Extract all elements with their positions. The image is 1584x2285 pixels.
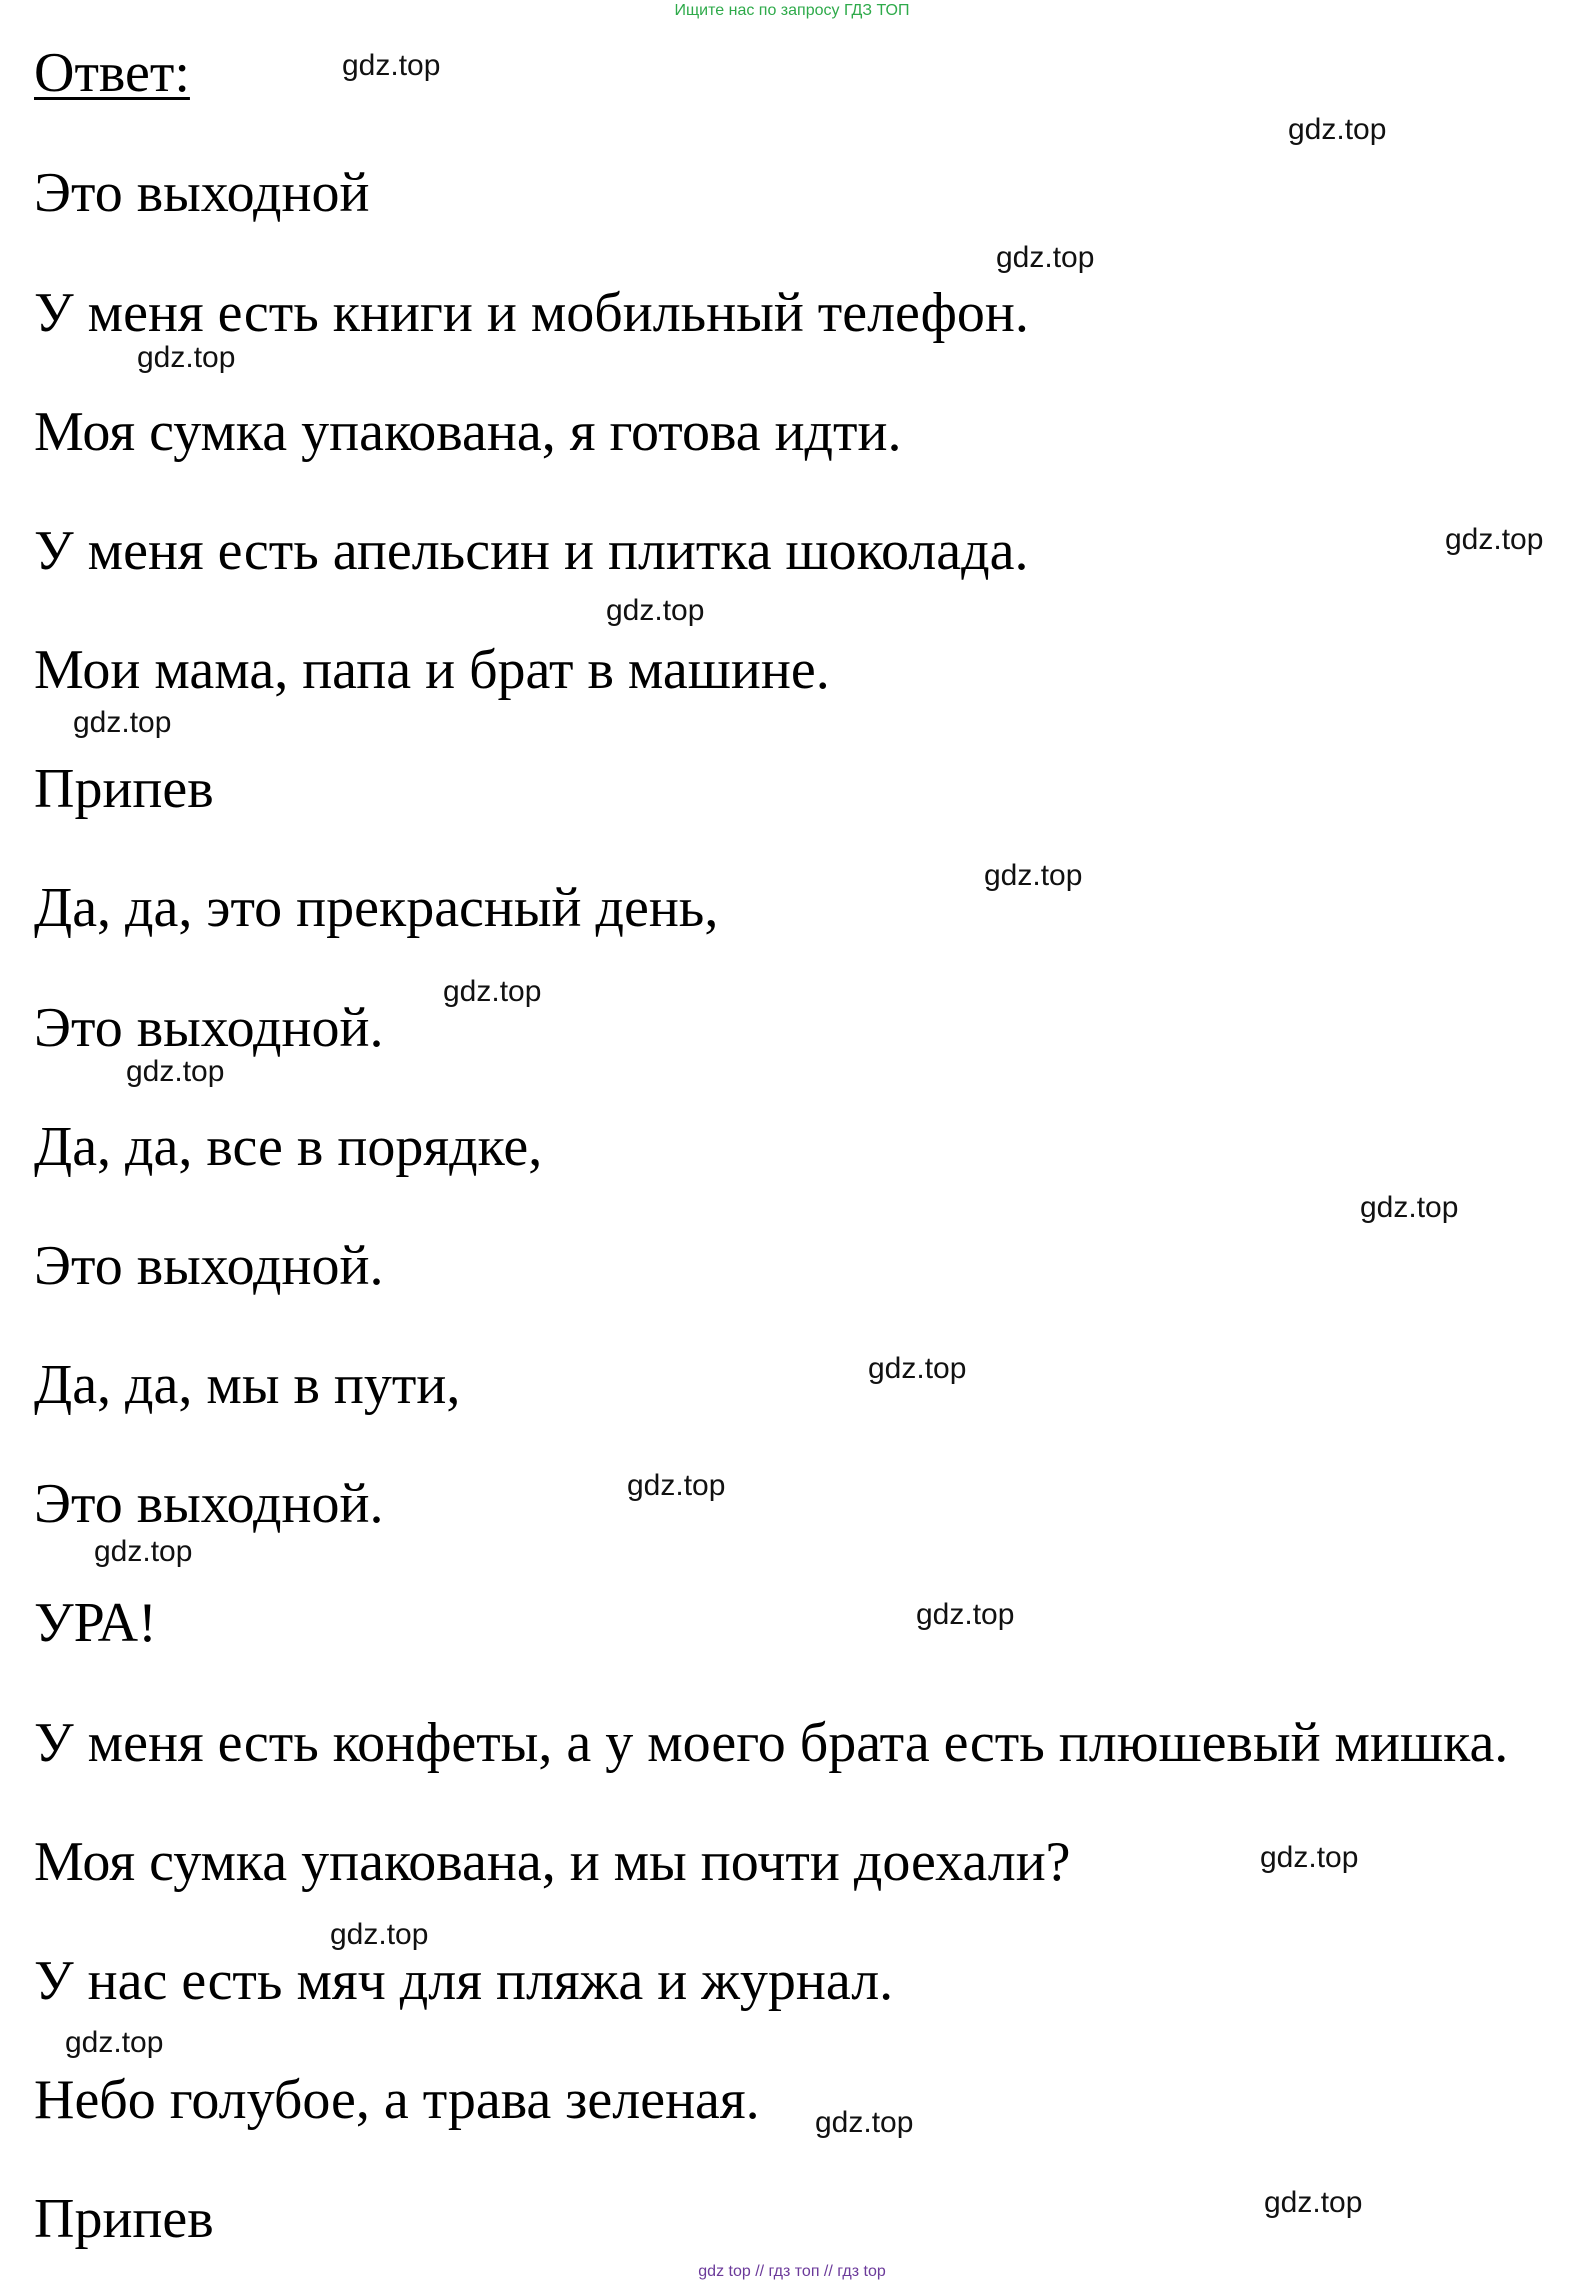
text-line: Моя сумка упакована, и мы почти доехали? [34, 1831, 1071, 1893]
text-line: Да, да, все в порядке, [34, 1116, 543, 1178]
footer-watermark: gdz top // гдз топ // гдз top [698, 2263, 886, 2280]
text-line: Мои мама, папа и брат в машине. [34, 639, 830, 701]
answer-heading: Ответ: [34, 42, 190, 104]
text-line: Это выходной. [34, 1235, 384, 1297]
watermark: gdz.top [984, 859, 1083, 892]
text-line: Это выходной [34, 162, 370, 224]
watermark: gdz.top [137, 341, 236, 374]
watermark: gdz.top [815, 2106, 914, 2139]
watermark: gdz.top [627, 1469, 726, 1502]
text-line: У меня есть книги и мобильный телефон. [34, 282, 1029, 344]
watermark: gdz.top [916, 1598, 1015, 1631]
text-line: Небо голубое, а трава зеленая. [34, 2069, 760, 2131]
text-line: Это выходной. [34, 997, 384, 1059]
top-banner: Ищите нас по запросу ГДЗ ТОП [674, 2, 910, 19]
text-line: Да, да, мы в пути, [34, 1354, 461, 1416]
text-line: У меня есть конфеты, а у моего брата есть плюшевый мишка. [34, 1712, 1509, 1774]
text-line: Моя сумка упакована, я готова идти. [34, 401, 902, 463]
watermark: gdz.top [1445, 523, 1544, 556]
text-line: Припев [34, 758, 214, 820]
text-line: Припев [34, 2188, 214, 2250]
watermark: gdz.top [606, 594, 705, 627]
watermark: gdz.top [1260, 1841, 1359, 1874]
text-line: Да, да, это прекрасный день, [34, 877, 719, 939]
watermark: gdz.top [996, 241, 1095, 274]
watermark: gdz.top [1288, 113, 1387, 146]
watermark: gdz.top [1264, 2186, 1363, 2219]
watermark: gdz.top [1360, 1191, 1459, 1224]
watermark: gdz.top [342, 49, 441, 82]
watermark: gdz.top [65, 2026, 164, 2059]
watermark: gdz.top [73, 706, 172, 739]
watermark: gdz.top [443, 975, 542, 1008]
watermark: gdz.top [330, 1918, 429, 1951]
text-line: Это выходной. [34, 1473, 384, 1535]
text-line: УРА! [34, 1592, 157, 1654]
text-line: У меня есть апельсин и плитка шоколада. [34, 520, 1029, 582]
watermark: gdz.top [126, 1055, 225, 1088]
text-line: У нас есть мяч для пляжа и журнал. [34, 1950, 894, 2012]
watermark: gdz.top [868, 1352, 967, 1385]
watermark: gdz.top [94, 1535, 193, 1568]
